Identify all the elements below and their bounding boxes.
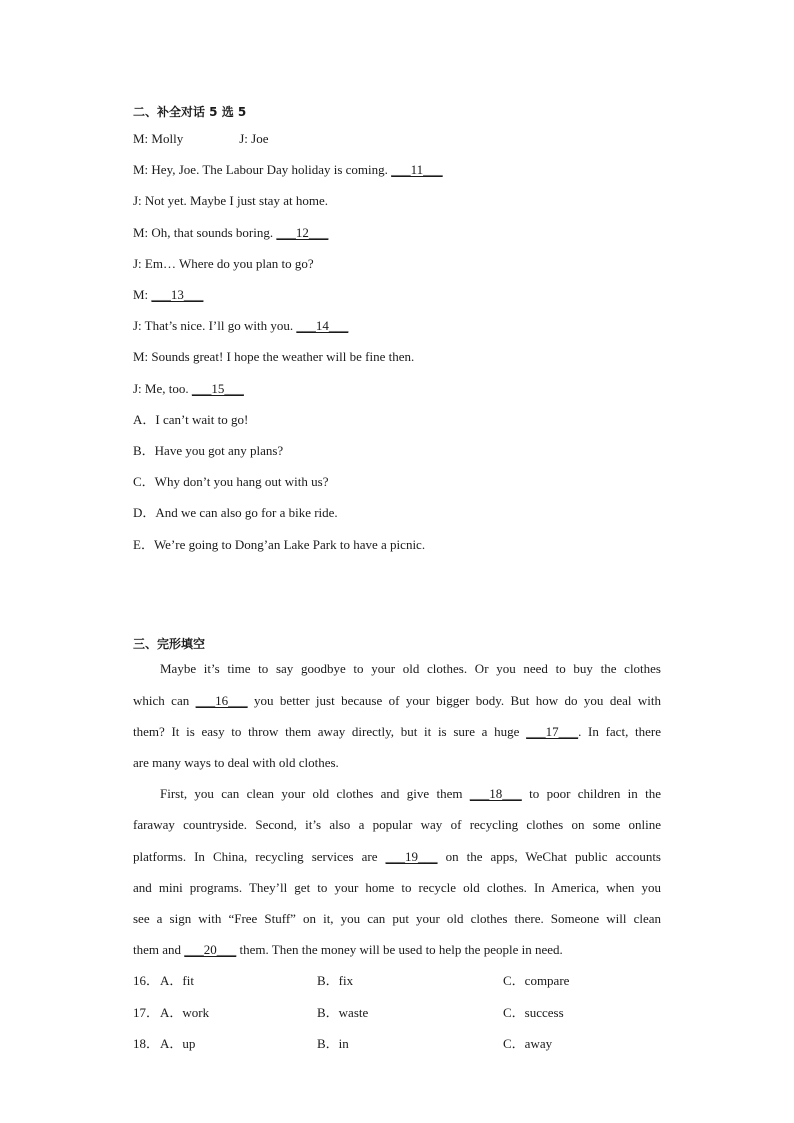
passage-text: see a sign with “Free Stuff” on it, you can put your old clothes there. Someone will clean (133, 911, 661, 926)
passage-text: First, you can clean your old clothes and give them (160, 786, 470, 801)
section-heading: 三、完形填空 (133, 637, 206, 651)
choice-a: A．fit (160, 973, 194, 988)
option-item: B．Have you got any plans? (133, 443, 284, 458)
answer-blank: ___14___ (296, 318, 349, 333)
answer-blank: ___18___ (469, 786, 522, 801)
choice-a: A．work (160, 1005, 210, 1020)
passage-line (133, 880, 661, 896)
choice-c: C．success (503, 1005, 564, 1020)
answer-blank: ___17___ (526, 724, 579, 739)
passage-line (160, 661, 661, 677)
speaker-list (133, 131, 268, 147)
dialogue-text: J: Me, too. (133, 381, 192, 396)
dialogue-line (133, 318, 348, 334)
dialogue-text: J: Em… Where do you plan to go? (133, 256, 314, 271)
choice-a: A．up (160, 1036, 196, 1051)
dialogue-line (133, 381, 244, 397)
answer-blank: ___13___ (151, 287, 204, 302)
answer-blank: ___12___ (276, 225, 329, 240)
dialogue-text: M: Hey, Joe. The Labour Day holiday is coming. (133, 162, 392, 177)
section-heading: 二、补全对话 5 选 5 (133, 105, 247, 119)
answer-blank: ___19___ (385, 849, 438, 864)
dialogue-line (133, 349, 414, 365)
passage-text: and mini programs. They’ll get to your home to recycle old clothes. In America, when you (133, 880, 661, 895)
question-number: 16． (133, 973, 160, 988)
option-item: D．And we can also go for a bike ride. (133, 505, 338, 520)
passage-line (133, 942, 661, 958)
passage-text: you better just because of your bigger body. But how do you deal with (247, 693, 661, 708)
dialogue-line (133, 193, 328, 209)
choice-c: C．away (503, 1036, 553, 1051)
answer-blank: ___11___ (391, 162, 443, 177)
speaker-j: J: Joe (239, 131, 269, 146)
passage-text: on the apps, WeChat public accounts (437, 849, 661, 864)
dialogue-text: M: Sounds great! I hope the weather will be fine then. (133, 349, 415, 364)
question-number: 17． (133, 1005, 160, 1020)
dialogue-text: J: Not yet. Maybe I just stay at home. (133, 193, 328, 208)
option-item: C．Why don’t you hang out with us? (133, 474, 329, 489)
passage-line (160, 786, 661, 802)
question-number: 18． (133, 1036, 160, 1051)
passage-line (133, 755, 661, 771)
choice-b: B．in (317, 1036, 349, 1051)
passage-line (133, 849, 661, 865)
dialogue-text: M: (133, 287, 152, 302)
choice-b: B．waste (317, 1005, 369, 1020)
dialogue-line (133, 162, 443, 178)
option-item: E．We’re going to Dong’an Lake Park to have a picnic. (133, 537, 426, 552)
passage-text: faraway countryside. Second, it’s also a popular way of recycling clothes on some online (133, 817, 661, 832)
dialogue-line (133, 225, 328, 241)
dialogue-text: M: Oh, that sounds boring. (133, 225, 277, 240)
answer-blank: ___16___ (195, 693, 248, 708)
passage-text: which can (133, 693, 196, 708)
dialogue-line (133, 287, 203, 303)
dialogue-text: J: That’s nice. I’ll go with you. (133, 318, 297, 333)
passage-text: to poor children in the (521, 786, 661, 801)
passage-text: them and (133, 942, 185, 957)
dialogue-line (133, 256, 314, 272)
option-item: A．I can’t wait to go! (133, 412, 249, 427)
passage-line (133, 693, 661, 709)
answer-blank: ___20___ (184, 942, 237, 957)
passage-text: Maybe it’s time to say goodbye to your old clothes. Or you need to buy the clothes (160, 661, 661, 676)
choice-b: B．fix (317, 973, 354, 988)
passage-line (133, 817, 661, 833)
passage-line (133, 724, 661, 740)
passage-text: them. Then the money will be used to help the people in need. (236, 942, 563, 957)
answer-blank: ___15___ (191, 381, 244, 396)
choice-c: C．compare (503, 973, 570, 988)
speaker-m: M: Molly (133, 131, 184, 146)
passage-text: platforms. In China, recycling services are (133, 849, 386, 864)
passage-text: them? It is easy to throw them away directly, but it is sure a huge (133, 724, 527, 739)
passage-line (133, 911, 661, 927)
passage-text: are many ways to deal with old clothes. (133, 755, 339, 770)
passage-text: . In fact, there (578, 724, 661, 739)
